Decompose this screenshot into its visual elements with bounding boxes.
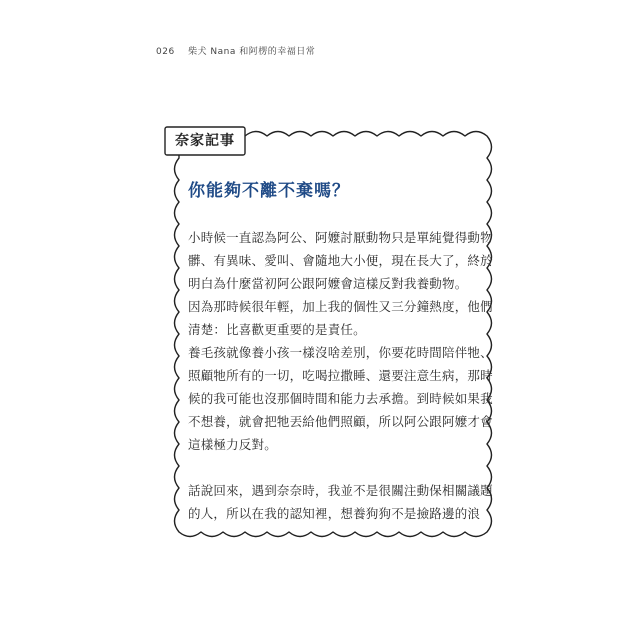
paragraph-gap <box>188 456 494 479</box>
text-line: 候的我可能也沒那個時間和能力去承擔。到時候如果我 <box>188 391 493 406</box>
article-body <box>188 226 494 525</box>
paragraph <box>188 295 494 341</box>
text-line: 小時候一直認為阿公、阿嬤討厭動物只是單純覺得動物 <box>188 230 493 245</box>
book-title: 柴犬 Nana 和阿楞的幸福日常 <box>188 47 316 57</box>
page-number: 026 <box>156 47 175 57</box>
section-label: 奈家記事 <box>175 133 235 149</box>
text-line: 照顧牠所有的一切，吃喝拉撒睡、還要注意生病，那時 <box>188 368 493 383</box>
text-line: 明白為什麼當初阿公跟阿嬤會這樣反對我養動物。 <box>188 276 468 291</box>
text-line: 養毛孩就像養小孩一樣沒啥差別，你要花時間陪伴牠、 <box>188 345 493 360</box>
text-line: 不想養，就會把牠丟給他們照顧，所以阿公跟阿嬤才會 <box>188 414 493 429</box>
text-line: 清楚：比喜歡更重要的是責任。 <box>188 322 366 337</box>
text-line: 因為那時候很年輕，加上我的個性又三分鐘熱度，他們 <box>188 299 493 314</box>
text-line: 髒、有異味、愛叫、會隨地大小便，現在長大了，終於 <box>188 253 493 268</box>
text-line: 這樣極力反對。 <box>188 437 277 452</box>
paragraph <box>188 226 494 295</box>
paragraph <box>188 341 494 456</box>
paragraph <box>188 479 494 525</box>
text-line: 話說回來，遇到奈奈時，我並不是很關注動保相關議題 <box>188 483 493 498</box>
text-line: 的人，所以在我的認知裡，想養狗狗不是撿路邊的浪 <box>188 506 481 521</box>
article-title: 你能夠不離不棄嗎？ <box>188 181 350 201</box>
